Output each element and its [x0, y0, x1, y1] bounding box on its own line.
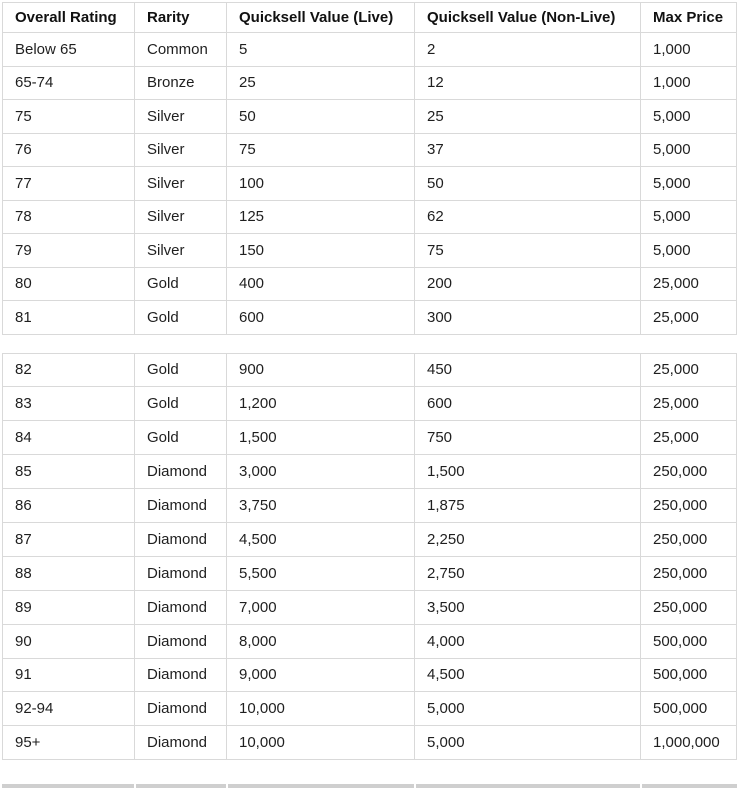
table-cell: 450	[415, 353, 641, 387]
table-cell: 200	[415, 267, 641, 301]
table-cell: 91	[3, 658, 135, 692]
table-cell: 1,000	[641, 33, 737, 67]
table-cell: 300	[415, 301, 641, 335]
partial-row-segment	[416, 784, 640, 788]
table-cell: 25,000	[641, 301, 737, 335]
table-cell: 25,000	[641, 421, 737, 455]
table-row	[3, 726, 737, 760]
table-row	[3, 489, 737, 523]
table-cell: 5,000	[641, 167, 737, 201]
table-cell: 78	[3, 200, 135, 234]
quicksell-table-upper	[2, 2, 737, 335]
table-cell: Common	[135, 33, 227, 67]
table-cell: Diamond	[135, 590, 227, 624]
table-cell: 250,000	[641, 522, 737, 556]
table-cell: 75	[415, 234, 641, 268]
table-cell: 62	[415, 200, 641, 234]
header-row	[3, 3, 737, 33]
table-cell: 5,000	[415, 692, 641, 726]
table-cell: Gold	[135, 301, 227, 335]
table-cell: 82	[3, 353, 135, 387]
table-cell: 5,000	[641, 133, 737, 167]
table-cell: 1,500	[227, 421, 415, 455]
table-cell: 10,000	[227, 726, 415, 760]
table-cell: 3,750	[227, 489, 415, 523]
table-cell: 87	[3, 522, 135, 556]
table-cell: 5,500	[227, 556, 415, 590]
table-row	[3, 100, 737, 134]
table-cell: Silver	[135, 234, 227, 268]
table-row	[3, 387, 737, 421]
table-row	[3, 353, 737, 387]
table-cell: 81	[3, 301, 135, 335]
table-cell: 4,000	[415, 624, 641, 658]
table-cell: 500,000	[641, 692, 737, 726]
table-cell: 2,750	[415, 556, 641, 590]
table-cell: 500,000	[641, 658, 737, 692]
table-cell: 75	[227, 133, 415, 167]
table-cell: 95+	[3, 726, 135, 760]
table-cell: Below 65	[3, 33, 135, 67]
table-cell: 500,000	[641, 624, 737, 658]
table-row	[3, 658, 737, 692]
table-section-gap	[2, 335, 737, 353]
table-cell: 150	[227, 234, 415, 268]
table-row	[3, 522, 737, 556]
table-cell: 77	[3, 167, 135, 201]
table-cell: 5,000	[641, 234, 737, 268]
table-row	[3, 301, 737, 335]
table-cell: Silver	[135, 100, 227, 134]
table-cell: 4,500	[227, 522, 415, 556]
table-cell: 89	[3, 590, 135, 624]
table-cell: 600	[415, 387, 641, 421]
table-cell: 1,875	[415, 489, 641, 523]
column-header-quicksell-nonlive: Quicksell Value (Non-Live)	[415, 3, 641, 33]
table-cell: Gold	[135, 421, 227, 455]
table-row	[3, 234, 737, 268]
table-cell: 750	[415, 421, 641, 455]
table-cell: 90	[3, 624, 135, 658]
table-cell: Diamond	[135, 624, 227, 658]
table-cell: Bronze	[135, 66, 227, 100]
table-cell: 10,000	[227, 692, 415, 726]
table-cell: 100	[227, 167, 415, 201]
table-cell: Silver	[135, 133, 227, 167]
table-cell: 88	[3, 556, 135, 590]
table-cell: Gold	[135, 353, 227, 387]
table-cell: 75	[3, 100, 135, 134]
partial-row-segment	[136, 784, 226, 788]
table-row	[3, 421, 737, 455]
table-cell: Gold	[135, 387, 227, 421]
table-cell: 3,500	[415, 590, 641, 624]
table-row	[3, 167, 737, 201]
table-row	[3, 133, 737, 167]
table-cell: 25,000	[641, 267, 737, 301]
table-cell: 125	[227, 200, 415, 234]
table-row	[3, 556, 737, 590]
table-cell: Diamond	[135, 692, 227, 726]
column-header-quicksell-live: Quicksell Value (Live)	[227, 3, 415, 33]
table-cell: 25,000	[641, 387, 737, 421]
table-cell: 25,000	[641, 353, 737, 387]
column-header-max-price: Max Price	[641, 3, 737, 33]
table-cell: 1,200	[227, 387, 415, 421]
table-row	[3, 200, 737, 234]
table-cell: 5,000	[415, 726, 641, 760]
column-header-overall-rating: Overall Rating	[3, 3, 135, 33]
table-cell: 84	[3, 421, 135, 455]
table-cell: 86	[3, 489, 135, 523]
table-cell: Silver	[135, 167, 227, 201]
table-cell: 50	[227, 100, 415, 134]
table-cell: Silver	[135, 200, 227, 234]
partial-next-row	[2, 784, 737, 788]
table-cell: Diamond	[135, 726, 227, 760]
table-cell: 5,000	[641, 200, 737, 234]
table-cell: 1,000,000	[641, 726, 737, 760]
table-cell: 400	[227, 267, 415, 301]
table-cell: 50	[415, 167, 641, 201]
table-cell: 92-94	[3, 692, 135, 726]
table-cell: 65-74	[3, 66, 135, 100]
table-row	[3, 267, 737, 301]
upper-table-body	[3, 33, 737, 335]
table-row	[3, 590, 737, 624]
table-row	[3, 66, 737, 100]
table-cell: Diamond	[135, 489, 227, 523]
table-cell: 2,250	[415, 522, 641, 556]
table-cell: 76	[3, 133, 135, 167]
lower-table-body	[3, 353, 737, 760]
quicksell-table-lower	[2, 353, 737, 761]
table-cell: 2	[415, 33, 641, 67]
table-cell: 5	[227, 33, 415, 67]
table-row	[3, 455, 737, 489]
table-cell: 1,500	[415, 455, 641, 489]
partial-row-segment	[228, 784, 414, 788]
table-cell: 250,000	[641, 590, 737, 624]
table-row	[3, 624, 737, 658]
table-cell: 79	[3, 234, 135, 268]
table-cell: Diamond	[135, 455, 227, 489]
table-cell: 37	[415, 133, 641, 167]
table-cell: 4,500	[415, 658, 641, 692]
table-row	[3, 33, 737, 67]
partial-row-segment	[642, 784, 737, 788]
table-cell: 8,000	[227, 624, 415, 658]
table-row	[3, 692, 737, 726]
table-cell: 900	[227, 353, 415, 387]
table-cell: 25	[227, 66, 415, 100]
table-cell: 85	[3, 455, 135, 489]
table-cell: 83	[3, 387, 135, 421]
table-cell: 600	[227, 301, 415, 335]
table-cell: 3,000	[227, 455, 415, 489]
table-cell: Diamond	[135, 658, 227, 692]
table-cell: 250,000	[641, 556, 737, 590]
table-cell: Diamond	[135, 556, 227, 590]
table-cell: 1,000	[641, 66, 737, 100]
table-cell: Gold	[135, 267, 227, 301]
table-cell: 7,000	[227, 590, 415, 624]
table-cell: 5,000	[641, 100, 737, 134]
table-cell: 9,000	[227, 658, 415, 692]
table-cell: 250,000	[641, 455, 737, 489]
table-cell: 80	[3, 267, 135, 301]
table-cell: 250,000	[641, 489, 737, 523]
table-cell: 25	[415, 100, 641, 134]
table-cell: Diamond	[135, 522, 227, 556]
table-cell: 12	[415, 66, 641, 100]
partial-row-segment	[2, 784, 134, 788]
column-header-rarity: Rarity	[135, 3, 227, 33]
